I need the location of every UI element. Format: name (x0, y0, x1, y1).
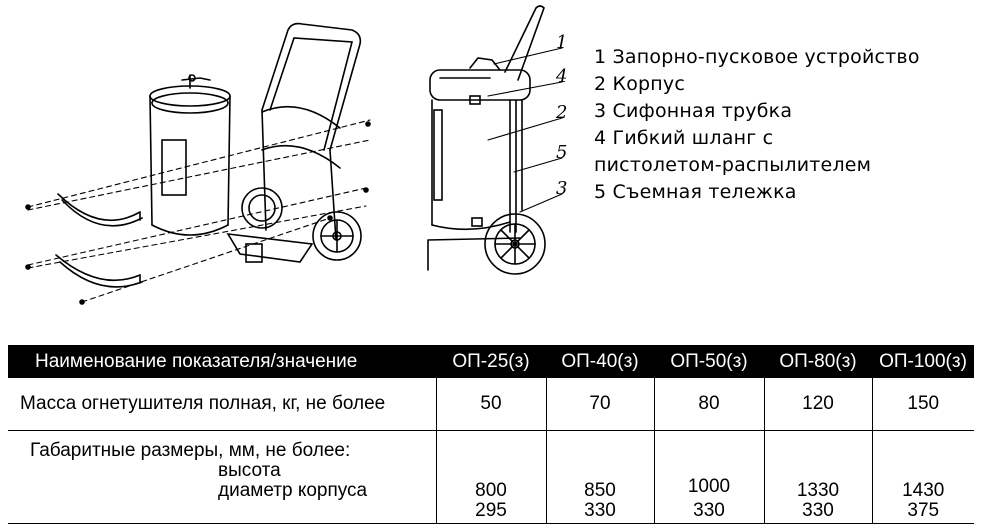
header-name: Наименование показателя/значение (8, 345, 436, 378)
exploded-cylinder (150, 75, 230, 235)
height-value: 1330 (796, 480, 840, 501)
diameter-value: 295 (475, 500, 507, 521)
diameter-value: 330 (693, 500, 725, 521)
legend-item-2: 2 Корпус (594, 73, 686, 95)
mass-value: 50 (436, 378, 546, 431)
parts-legend (594, 44, 920, 206)
callout-3: 3 (556, 178, 568, 199)
header-model: ОП-50(з) (654, 345, 764, 378)
dims-cell (764, 431, 872, 524)
dims-cell (654, 431, 764, 524)
mass-value: 70 (546, 378, 654, 431)
dims-label-cell (8, 431, 436, 524)
diameter-value: 330 (802, 500, 834, 521)
mass-label: Масса огнетушителя полная, кг, не более (8, 378, 436, 431)
height-value: 1000 (687, 476, 731, 497)
legend-item-4: 4 Гибкий шланг с (594, 127, 774, 149)
callout-5: 5 (556, 142, 568, 163)
callout-4: 4 (556, 66, 568, 87)
mass-value: 120 (764, 378, 872, 431)
header-model: ОП-40(з) (546, 345, 654, 378)
height-label: высота (218, 460, 281, 481)
mass-value: 150 (872, 378, 974, 431)
table-row-dimensions (8, 431, 974, 524)
diameter-value: 330 (584, 500, 616, 521)
height-value: 1430 (902, 480, 945, 501)
diameter-label: диаметр корпуса (218, 480, 368, 501)
clamp-straps (56, 194, 142, 287)
dims-cell (436, 431, 546, 524)
dims-cell (546, 431, 654, 524)
legend-item-1: 1 Запорно-пусковое устройство (594, 46, 920, 68)
header-model: ОП-25(з) (436, 345, 546, 378)
height-value: 800 (475, 480, 507, 501)
spec-table (8, 345, 974, 524)
callout-2: 2 (556, 102, 568, 123)
table-header-row (8, 345, 974, 378)
legend-item-5: 5 Съемная тележка (594, 181, 797, 203)
height-value: 850 (584, 480, 616, 501)
diameter-value: 375 (907, 500, 940, 521)
dims-cell (872, 431, 974, 524)
dims-label: Габаритные размеры, мм, не более: (30, 440, 351, 461)
leader-lines (488, 48, 562, 212)
header-model: ОП-100(з) (872, 345, 974, 378)
table-row-mass (8, 378, 974, 431)
header-model: ОП-80(з) (764, 345, 872, 378)
mass-value: 80 (654, 378, 764, 431)
callout-1: 1 (556, 32, 568, 53)
side-view (428, 6, 545, 274)
exploded-cart (228, 24, 361, 262)
legend-item-4-cont: пистолетом-распылителем (594, 154, 872, 176)
legend-item-3: 3 Сифонная трубка (594, 100, 793, 122)
